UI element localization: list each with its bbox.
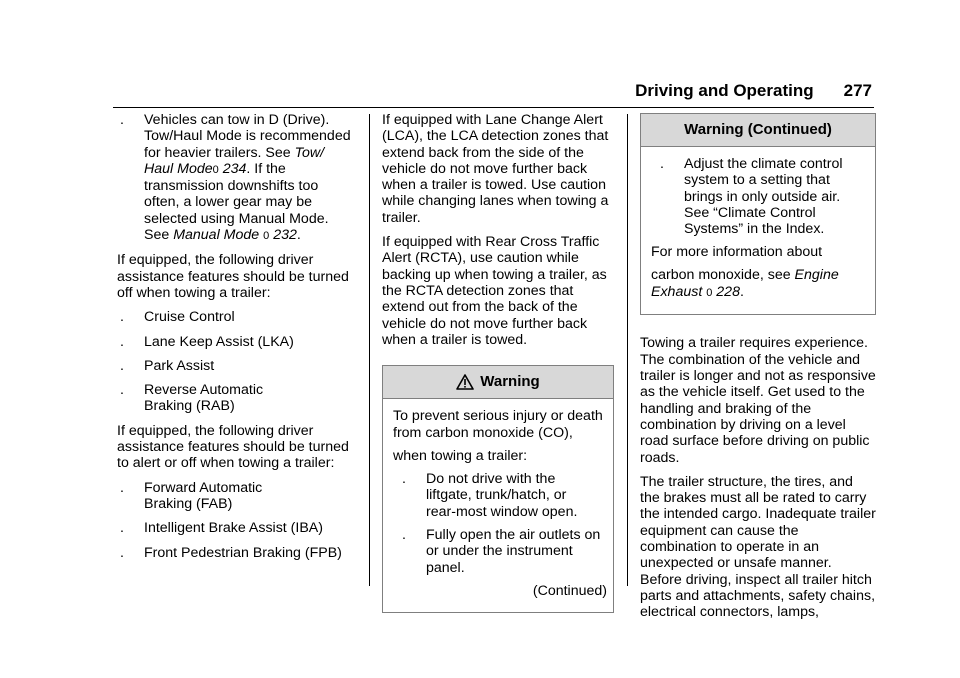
column-2 [382,112,614,613]
warning-header [383,366,613,399]
continued-label: (Continued) [532,582,607,599]
paragraph: If equipped, the following driver assistance features should be turned to alert or off when towing a trailer: [117,422,349,472]
warning-box [382,365,614,613]
header-rule [113,107,874,108]
warning-body [641,147,875,314]
list-item: . Vehicles can tow in D (Drive). Tow/Haul Mode is recommended for heavier trailers. See Tow/ Haul Mode0 234. If the transmission downshifts too often, a lower gear may be selected using Manual Mode. See Manual Mode 0 232. [120,112,351,244]
section-title: Driving and Operating [635,81,814,100]
paragraph: If equipped with Lane Change Alert (LCA), the LCA detection zones that extend back from the side of the vehicle do not move further back when a trailer is towed. Use caution while changing lanes when towing a trailer. [382,112,609,226]
page-number: 277 [843,81,872,100]
page-ref-icon: 0 [212,163,219,176]
list-item: . Lane Keep Assist (LKA) [120,333,294,350]
page-reference[interactable]: 228 [716,284,740,301]
warning-text: when towing a trailer: [393,448,528,465]
paragraph: Towing a trailer requires experience. The combination of the vehicle and trailer is longer and not as responsive as the vehicle itself. Get used to the handling and braking of the combination by driving on a level road surface before driving on public roads. [640,335,876,466]
warning-title: Warning (Continued) [684,120,832,138]
column-3 [640,112,876,629]
column-divider-left [369,114,370,586]
warning-box-continued [640,113,876,315]
warning-body [383,399,613,612]
paragraph: The trailer structure, the tires, and the brakes must all be rated to carry the intended cargo. Inadequate trailer equipment can cause the combination to operate in an unexpected or unsafe manner. Before driving, inspect all trailer hitch parts and attachments, safety chains, electrical connectors, lamps, [640,473,876,621]
list-item: . Forward Automatic Braking (FAB) [120,479,263,512]
list-item: . Intelligent Brake Assist (IBA) [120,520,323,537]
page-ref-icon: 0 [263,230,270,243]
list-item: . Reverse Automatic Braking (RAB) [120,382,264,415]
list-item: . Cruise Control [120,309,235,326]
column-divider-right [627,114,628,586]
cross-reference[interactable]: Engine Exhaust [651,267,839,301]
warning-text: carbon monoxide, see Engine Exhaust 0 228. [651,267,839,301]
cross-reference[interactable]: Tow/ Haul Mode [144,144,325,177]
list-item: . Front Pedestrian Braking (FPB) [120,544,342,561]
paragraph: If equipped with Rear Cross Traffic Alert (RCTA), use caution while backing up when towing a trailer, as the RCTA detection zones that extend out from the back of the vehicle do not move further back when a trailer is towed. [382,234,607,348]
warning-text: To prevent serious injury or death from carbon monoxide (CO), [393,408,603,442]
bullet-dot: . [120,112,124,128]
page-reference[interactable]: 234 [222,160,247,177]
page-ref-icon: 0 [706,287,713,300]
warning-header [641,114,875,147]
page-header [635,81,872,101]
warning-triangle-icon [456,374,474,390]
column-1 [117,112,357,569]
cross-reference[interactable]: Manual Mode [173,227,260,244]
warning-text: For more information about [651,244,823,261]
list-item: . Do not drive with the liftgate, trunk/hatch, or rear-most window open. [402,471,578,520]
warning-title: Warning [480,373,540,390]
list-item: . Adjust the climate control system to a setting that brings in only outside air. See “Climate Control Systems” in the Index. [660,156,843,238]
list-item: . Fully open the air outlets on or under the instrument panel. [402,527,601,576]
list-item: . Park Assist [120,357,215,374]
paragraph: If equipped, the following driver assistance features should be turned off when towing a trailer: [117,252,349,301]
page-reference[interactable]: 232 [273,227,297,244]
